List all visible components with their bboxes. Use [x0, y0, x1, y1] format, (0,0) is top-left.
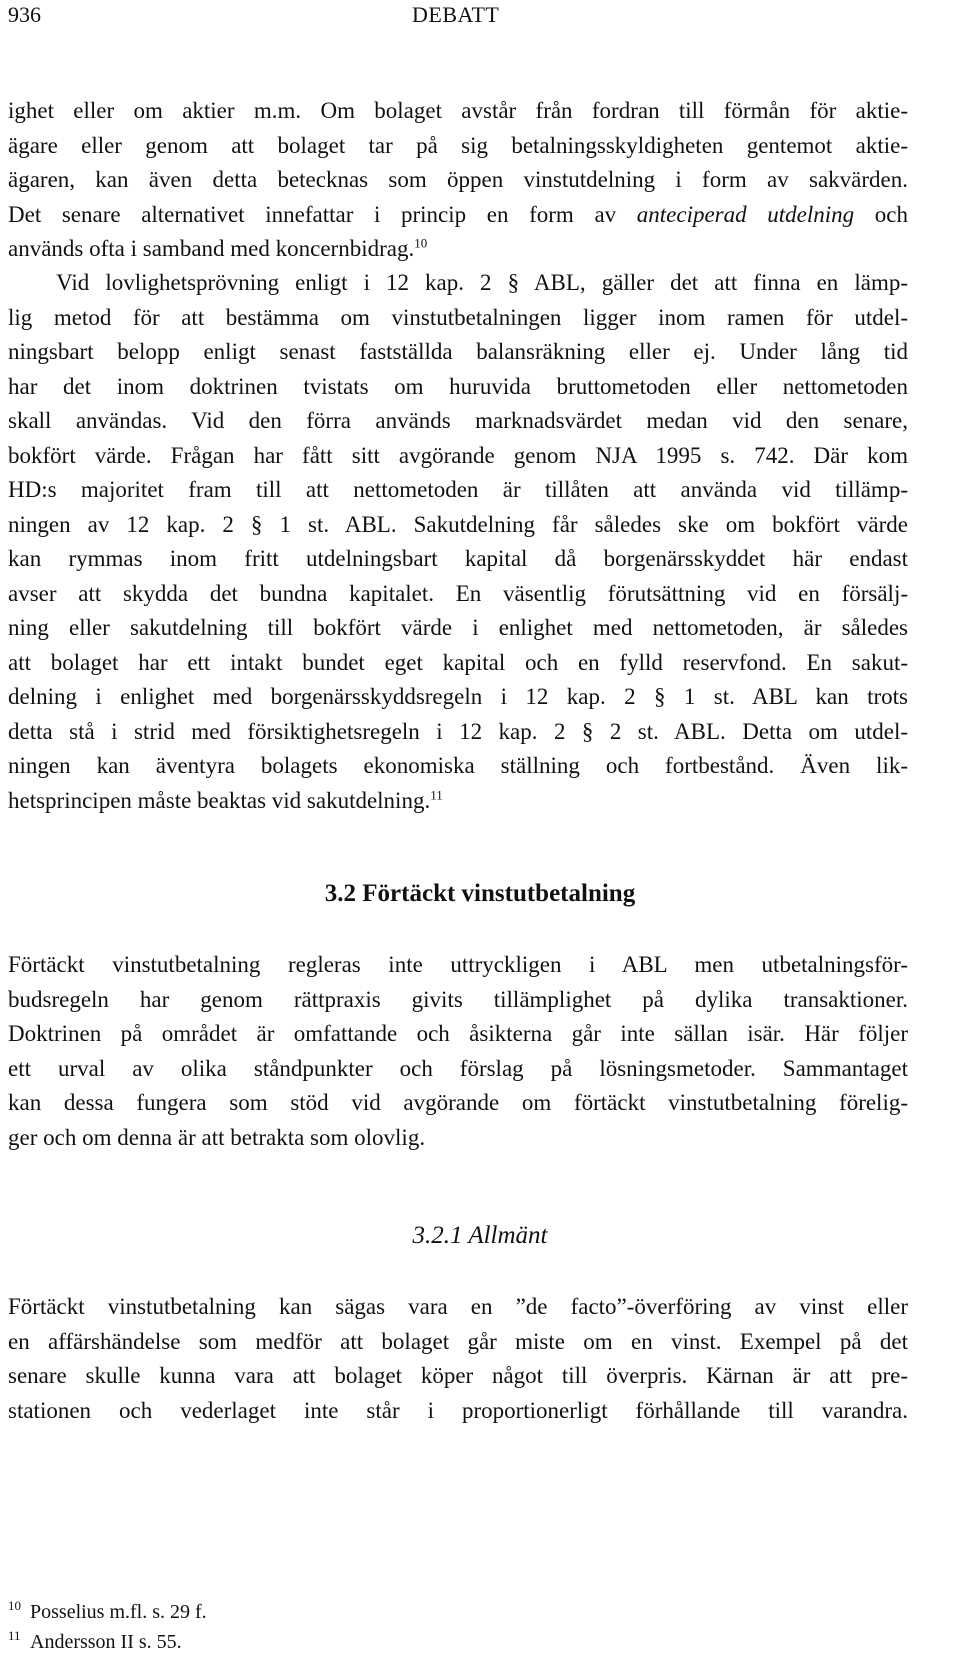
paragraph-2: [8, 266, 908, 818]
footnote-ref: 11: [430, 786, 443, 802]
text-line: HD:s majoritet fram till att nettometoden är tillåten att använda vid tillämp-: [8, 477, 908, 502]
text-line: att bolaget har ett intakt bundet eget kapital och en fylld reservfond. En sakut-: [8, 649, 908, 675]
text-line: ningsbart belopp enligt senast fastställda balansräkning eller ej. Under lång tid: [8, 339, 908, 364]
text-line: ger och om denna är att betrakta som olovlig.: [8, 1124, 426, 1150]
text-line: senare skulle kunna vara att bolaget köper något till överpris. Kärnan är att pre-: [8, 1363, 908, 1388]
text-line: kan dessa fungera som stöd vid avgörande om förtäckt vinstutbetalning förelig-: [8, 1090, 908, 1115]
footnote-ref: 10: [414, 235, 428, 251]
text-line: [8, 784, 908, 819]
text-line: ningen av 12 kap. 2 § 1 st. ABL. Sakutdelning får således ske om bokfört värde: [8, 511, 908, 537]
text-line: har det inom doktrinen tvistats om huruvida bruttometoden eller nettometoden: [8, 373, 908, 399]
text-line: [8, 198, 908, 233]
paragraph-3: [8, 948, 908, 1155]
text-line: Förtäckt vinstutbetalning regleras inte uttryckligen i ABL men utbetalningsför-: [8, 952, 908, 977]
subsection-heading: 3.2.1 Allmänt: [412, 1222, 548, 1249]
text-line: bokfört värde. Frågan har fått sitt avgörande genom NJA 1995 s. 742. Där kom: [8, 442, 908, 468]
text-line: ägare eller genom att bolaget tar på sig betalningsskyldigheten gentemot aktie-: [8, 132, 908, 158]
text-line: Förtäckt vinstutbetalning kan sägas vara en ”de facto”-överföring av vinst eller: [8, 1294, 908, 1319]
text-line: skall användas. Vid den förra används marknadsvärdet medan vid den senare,: [8, 408, 908, 433]
section-heading: 3.2 Förtäckt vinstutbetalning: [324, 880, 636, 907]
text-line: [8, 232, 908, 267]
footnote-text: Posselius m.fl. s. 29 f.: [30, 1601, 207, 1623]
running-title: DEBATT: [412, 2, 500, 27]
text-line: ighet eller om aktier m.m. Om bolaget avstår från fordran till förmån för aktie-: [8, 98, 908, 123]
text-line: detta stå i strid med försiktighetsregeln i 12 kap. 2 § 2 st. ABL. Detta om utdel-: [8, 718, 908, 744]
text-run: hetsprincipen måste beaktas vid sakutdelning.: [8, 787, 431, 813]
text-line: lig metod för att bestämma om vinstutbetalningen ligger inom ramen för utdel-: [8, 304, 908, 330]
text-run: Det senare alternativet innefattar i princip en form av: [8, 201, 637, 227]
footnote: 11 Andersson II s. 55.: [8, 1628, 182, 1653]
page-number: 936: [8, 2, 41, 27]
italic-term: anteciperad utdelning: [636, 201, 855, 227]
text-line: ägaren, kan även detta betecknas som öppen vinstutdelning i form av sakvärden.: [8, 167, 908, 192]
paragraph-4: [8, 1290, 908, 1428]
footnote-text: Andersson II s. 55.: [30, 1631, 182, 1653]
page-header: [8, 2, 952, 32]
text-run: används ofta i samband med koncernbidrag.: [8, 236, 415, 261]
text-run: och: [854, 201, 908, 227]
text-line: delning i enlighet med borgenärsskyddsregeln i 12 kap. 2 § 1 st. ABL kan trots: [8, 684, 908, 709]
footnote: 10 Posselius m.fl. s. 29 f.: [8, 1598, 207, 1623]
text-line: avser att skydda det bundna kapitalet. En väsentlig förutsättning vid en försälj-: [8, 580, 908, 606]
text-line: kan rymmas inom fritt utdelningsbart kapital då borgenärsskyddet här endast: [8, 546, 908, 571]
text-line: en affärshändelse som medför att bolaget går miste om en vinst. Exempel på det: [8, 1328, 908, 1354]
text-line: ning eller sakutdelning till bokfört värde i enlighet med nettometoden, är således: [8, 615, 908, 640]
text-line: budsregeln har genom rättpraxis givits tillämplighet på dylika transaktioner.: [8, 986, 908, 1012]
paragraph-1: [8, 94, 908, 267]
text-line: stationen och vederlaget inte står i proportionerligt förhållande till varandra.: [8, 1397, 908, 1423]
text-line: Vid lovlighetsprövning enligt i 12 kap. 2 § ABL, gäller det att finna en lämp-: [8, 270, 908, 295]
text-line: ett urval av olika ståndpunkter och förslag på lösningsmetoder. Sammantaget: [8, 1055, 908, 1081]
text-line: Doktrinen på området är omfattande och åsikterna går inte sällan isär. Här följer: [8, 1021, 908, 1046]
text-line: ningen kan äventyra bolagets ekonomiska ställning och fortbestånd. Även lik-: [8, 753, 908, 778]
